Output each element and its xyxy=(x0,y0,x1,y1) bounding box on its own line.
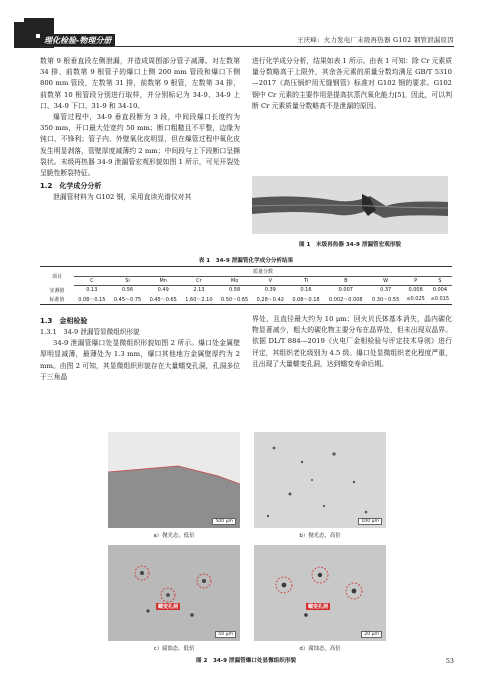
scale-bar: 50 μm xyxy=(215,631,236,638)
paragraph: 泄漏管材料为 G102 钢，采用直读光谱仪对其 xyxy=(53,193,192,202)
table-column-header: Mn xyxy=(145,277,181,286)
paragraph: 数第 9 根垂直段左侧泄漏，并造成周围部分管子减薄。对左数第 34 排、前数第 9 根管子的爆口上侧 200 mm 管段和爆口下侧 800 mm 管段，左数第 31 排，前数第 9 根管，左数第 34 排，前数第 10 根管段分别进行取样，并分别标记为 34-9、34-9 上口、34-9 下口、31-9 和 34-10。 xyxy=(40,57,240,110)
subsection-heading: 1.3.1 34-9 泄漏管显微组织形貌 xyxy=(40,328,140,336)
creep-void-label: 蠕变孔洞 xyxy=(158,604,179,610)
table-stub-header: 项目 xyxy=(40,267,74,286)
chemical-composition-table xyxy=(40,266,452,305)
table-column-header: Si xyxy=(110,277,146,286)
table-cell: 1.60～2.10 xyxy=(181,295,217,305)
table-column-header: P xyxy=(404,277,428,286)
table-cell: 0.45～0.65 xyxy=(145,295,181,305)
creep-void-label: 蠕变孔洞 xyxy=(308,604,329,610)
left-column xyxy=(40,56,240,203)
table-cell: 0.13 xyxy=(86,287,98,294)
table-cell: ≤0.025 xyxy=(404,295,428,305)
table-cell: 0.50～0.65 xyxy=(217,295,253,305)
table-cell: 0.37 xyxy=(380,287,392,294)
running-head: 王庆峰：火力发电厂末级再热器 G102 钢管泄漏原因 xyxy=(297,36,454,44)
panel-caption: a）抛光态，低倍 xyxy=(153,533,195,539)
table-cell: 0.08～0.18 xyxy=(288,295,324,305)
table-cell: 0.007 xyxy=(338,287,353,294)
table-column-header: Mo xyxy=(217,277,253,286)
micrograph-d xyxy=(254,545,386,641)
table-cell: 0.30～0.55 xyxy=(368,295,404,305)
table-cell: 0.58 xyxy=(229,287,241,294)
micrograph-c-graphic xyxy=(108,545,240,641)
table-column-header: B xyxy=(324,277,368,286)
table-row xyxy=(40,295,452,305)
right-column-lower xyxy=(252,314,452,370)
paragraph: 爆管过程中，34-9 垂直段断为 3 段，中间段爆口长度约为 350 mm，开口最大处宽约 50 mm；断口粗糙且不平整，边缘为钝口、不锋利；管子内、外壁氧化皮明显，但在爆管过程中氧化皮发生明显剥落，管壁厚度减薄约 2 mm；中间段与上下段断口呈撕裂状。末级再热器 34-9 泄漏管宏观形貌如图 1 所示，可见开裂处呈脆性断裂特征。 xyxy=(40,113,240,178)
pipe-photo-graphic xyxy=(252,176,448,234)
figure-1-photo xyxy=(252,176,448,234)
table-column-header: Ti xyxy=(288,277,324,286)
figure-1-caption: 图 1 末级再热器 34-9 泄漏管宏观形貌 xyxy=(298,242,402,248)
left-column-lower xyxy=(40,314,240,383)
table-cell: 2.13 xyxy=(193,287,205,294)
header-rule xyxy=(40,46,454,47)
table-cell: 0.56 xyxy=(121,287,134,294)
panel-caption: d）腐蚀态，高倍 xyxy=(299,646,341,652)
table-cell: 0.39 xyxy=(264,287,276,294)
scale-bar: 20 μm xyxy=(361,631,382,638)
table-row xyxy=(40,286,452,295)
panel-caption: c）腐蚀态，低倍 xyxy=(153,646,195,652)
table-cell: 0.008 xyxy=(408,287,423,294)
micrograph-b xyxy=(254,432,386,528)
table-cell: 0.004 xyxy=(432,287,448,294)
table-column-header: V xyxy=(252,277,288,286)
table-cell: 0.28～0.42 xyxy=(252,295,288,305)
table-cell: ≤0.015 xyxy=(428,295,452,305)
scale-bar: 500 μm xyxy=(212,518,236,525)
paragraph: 界处，且直径最大约为 10 μm；回火贝氏体基本消失，晶内碳化物显著减少，粗大的碳化物主要分布在晶界处，但未出现双晶界。依据 DL/T 884—2019《火电厂金相检验与评定技术导则》进行评定，其组织老化级别为 4.5 级。爆口处显微组织老化程度严重，且出现了大量蠕变孔洞，达到蠕变寿命后期。 xyxy=(252,315,452,368)
journal-tag: 理化检验-物理分册 xyxy=(40,34,115,47)
paragraph: 进行化学成分分析，结果如表 1 所示。由表 1 可知：除 Cr 元素质量分数略高于上限外，其余各元素的质量分数均满足 GB/T 5310—2017《高压锅炉用无缝钢管》标准对 G102 钢的要求。G102 钢中 Cr 元素的主要作用是提高抗蒸汽氧化能力[5]。因此，可以判断 Cr 元素质量分数略高不是泄漏的原因。 xyxy=(252,57,452,110)
scale-bar: 100 μm xyxy=(358,518,382,525)
micrograph-d-graphic xyxy=(254,545,386,641)
page-number: 53 xyxy=(445,657,454,665)
table-column-header: S xyxy=(428,277,452,286)
paragraph: 34-9 泄漏管爆口处显微组织形貌如图 2 所示。爆口处金属壁厚明显减薄，最薄处为 1.3 mm，爆口其他地方金属壁厚约为 2 mm。由图 2 可知，其显微组织形貌存在大量蠕变孔洞，孔洞多位于三角晶 xyxy=(40,339,240,381)
table-row-label: 实测值 xyxy=(49,287,65,294)
table-column-header: W xyxy=(368,277,404,286)
section-heading: 1.3 金相检验 xyxy=(40,317,88,325)
table-cell: 0.49 xyxy=(157,287,169,294)
table-column-header: C xyxy=(74,277,110,286)
table-row-label: 标准值 xyxy=(40,295,74,305)
figure-2-caption: 图 2 34-9 泄漏管爆口处显微组织形貌 xyxy=(195,658,297,664)
micrograph-b-graphic xyxy=(254,432,386,528)
table-cell: 0.08～0.15 xyxy=(74,295,110,305)
table-cell: 0.002～0.008 xyxy=(324,295,368,305)
table-column-header: Cr xyxy=(181,277,217,286)
micrograph-a-graphic xyxy=(108,432,240,528)
micrograph-c xyxy=(108,545,240,641)
micrograph-a xyxy=(108,432,240,528)
section-heading: 1.2 化学成分分析 xyxy=(40,182,102,191)
table-cell: 0.16 xyxy=(300,287,312,294)
table-group-header: 质量分数 xyxy=(74,267,452,277)
table-1-caption: 表 1 34-9 泄漏管化学成分分析结果 xyxy=(198,258,294,264)
panel-caption: b）抛光态，高倍 xyxy=(299,533,341,539)
right-column xyxy=(252,56,452,112)
table-cell: 0.45～0.75 xyxy=(110,295,146,305)
